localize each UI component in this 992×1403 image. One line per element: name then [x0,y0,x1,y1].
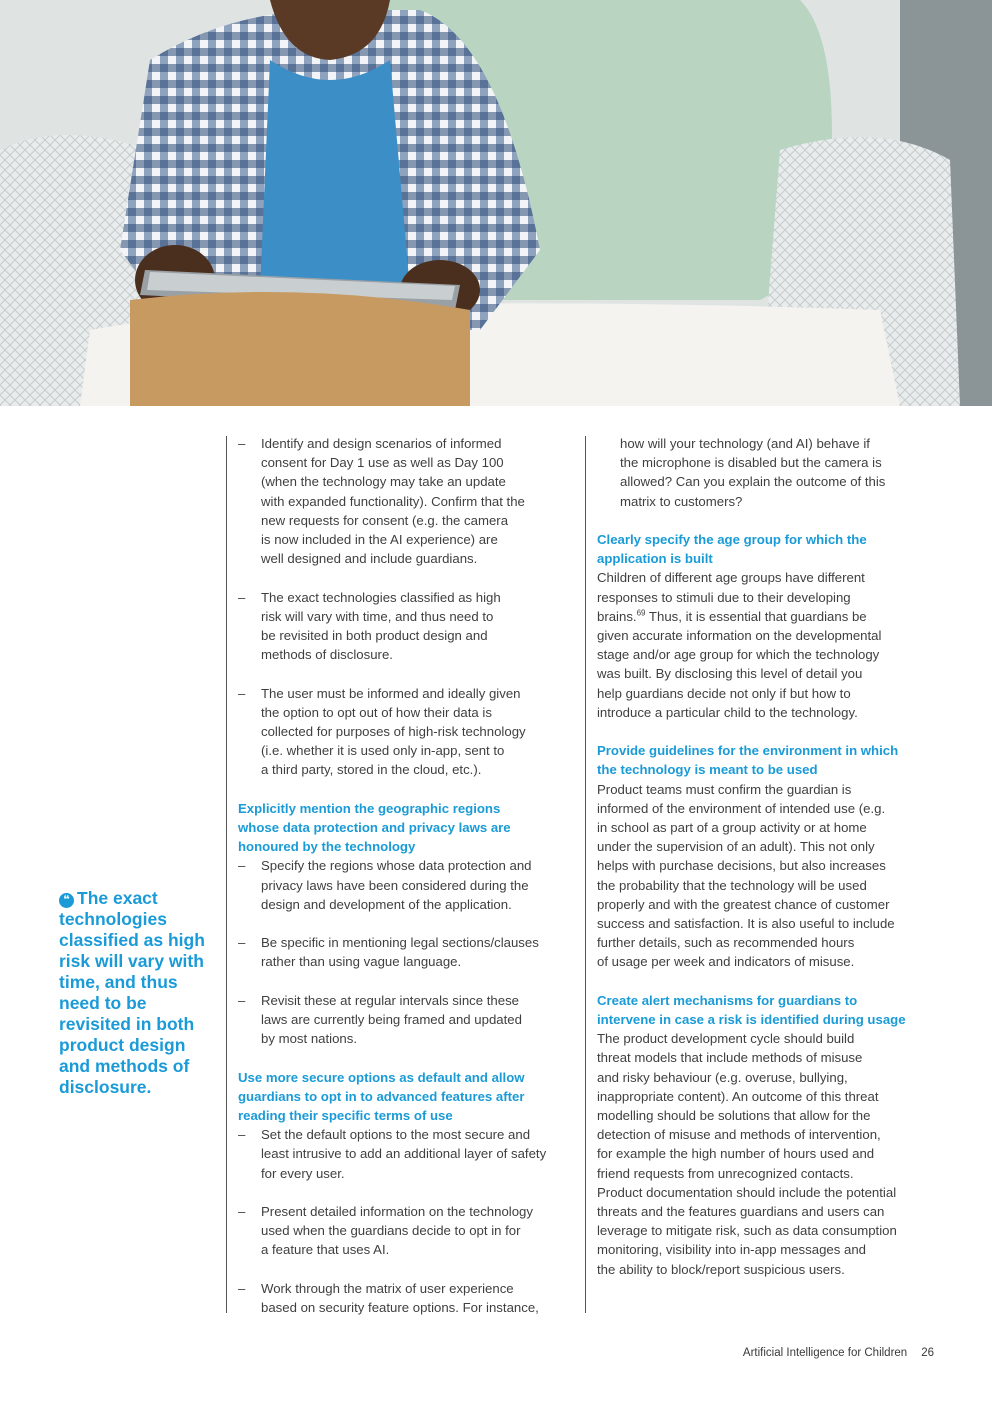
list-item-text: The user must be informed and ideally given the option to opt out of how their data is collected for purposes of high-risk technology (i.e. whether it is used only in-app, sent to a third party, stored in the cloud, etc.). [261,685,526,778]
list-dash: – [238,1280,246,1296]
list-item-text: Set the default options to the most secure and least intrusive to add an additional layer of safety for every user. [261,1127,547,1181]
child-with-tablet-illustration [0,0,992,406]
list-item-text: Present detailed information on the technology used when the guardians decide to opt in for a feature that uses AI. [261,1204,533,1258]
column-divider-right [585,436,586,1313]
quote-icon: ❝ [59,893,74,908]
list-item-text: Specify the regions whose data protection and privacy laws have been considered during the design and development of the application. [261,858,532,912]
list-item [238,684,578,780]
pull-quote-text: The exact technologies classified as high risk will vary with time, and thus need to be revisited in both product design and methods of disclosure. [59,888,205,1097]
page-footer [743,1347,934,1359]
list-item [238,434,578,568]
list-item-text: Revisit these at regular intervals since these laws are currently being framed and updated by most nations. [261,992,522,1047]
list-item [238,588,578,665]
list-item [238,933,578,971]
list-item-text: The exact technologies classified as high risk will vary with time, and thus need to be revisited in both product design and methods of disclosure. [261,589,501,663]
list-dash: – [238,589,246,605]
text-column-1 [238,434,578,1317]
pull-quote [59,888,209,1098]
footer-title: Artificial Intelligence for Children [742,1347,908,1359]
section-heading-secure-defaults: Use more secure options as default and allow guardians to opt in to advanced features after reading their specific terms of use [238,1069,525,1124]
list-item [238,991,578,1049]
list-item-text: Identify and design scenarios of informed consent for Day 1 use as well as Day 100 (when the technology may take an update with expanded functionality). Confirm that the new requests for consent (e.g. the camera is now included in the AI experience) are well designed and include guardians. [261,436,525,567]
paragraph-environment: Product teams must confirm the guardian is informed of the environment of intended use (e.g. in school as part of a group activity or at home under the supervision of an adult). This not only helps with purchase decisions, but also increases the probability that the technology will be used properly and with the greatest chance of customer success and satisfaction. It is also useful to include further details, such as recommended hours of usage per week and indicators of misuse. [597,781,895,970]
paragraph-age-group [597,568,937,722]
list-dash: – [238,858,246,874]
page-number: 26 [921,1347,934,1359]
hero-photo [0,0,992,406]
paragraph-alert-mechanisms: The product development cycle should build threat models that include methods of misuse and risky behaviour (e.g. overuse, bullying, inappropriate content). An outcome of this threat modelling should be solutions that allow for the detection of misuse and methods of intervention, for example the high number of hours used and friend requests from unrecognized contacts. Product documentation should include the potential threats and the features guardians and users can leverage to mitigate risk, such as data consumption monitoring, visibility into in-app messages and the ability to block/report suspicious users. [597,1031,897,1277]
section-heading-environment: Provide guidelines for the environment in which the technology is meant to be used [597,743,899,778]
list-item-continuation: how will your technology (and AI) behave if the microphone is disabled but the camera is allowed? Can you explain the outcome of this matrix to customers? [620,436,886,509]
list-dash: – [238,436,246,451]
list-item [238,1202,578,1260]
text-column-2 [597,434,937,1279]
section-heading-geographic-regions: Explicitly mention the geographic regions whose data protection and privacy laws are honoured by the technology [238,800,511,855]
list-dash: – [238,1204,246,1220]
list-dash: – [238,685,246,701]
section-heading-alert-mechanisms: Create alert mechanisms for guardians to intervene in case a risk is identified during usage [597,992,906,1028]
section-heading-age-group: Clearly specify the age group for which the application is built [597,532,867,567]
list-item [238,1279,578,1317]
column-divider-left [226,436,227,1313]
list-dash: – [238,1127,246,1143]
paragraph-text: Children of different age groups have different responses to stimuli due to their developing brains. [597,570,865,624]
list-item-text: Be specific in mentioning legal sections/clauses rather than using vague language. [261,935,539,970]
list-item [238,856,578,914]
list-item [238,1125,578,1183]
list-dash: – [238,935,246,951]
footnote-ref: 69 [636,608,646,618]
list-dash: – [238,992,246,1008]
paragraph-text: Thus, it is essential that guardians be given accurate information on the developmental stage and/or age group for which the technology was built. By disclosing this level of detail you help guardians decide not only if but how to introduce a particular child to the technology. [597,608,882,720]
list-item-text: Work through the matrix of user experience based on security feature options. For instance, [261,1280,539,1316]
